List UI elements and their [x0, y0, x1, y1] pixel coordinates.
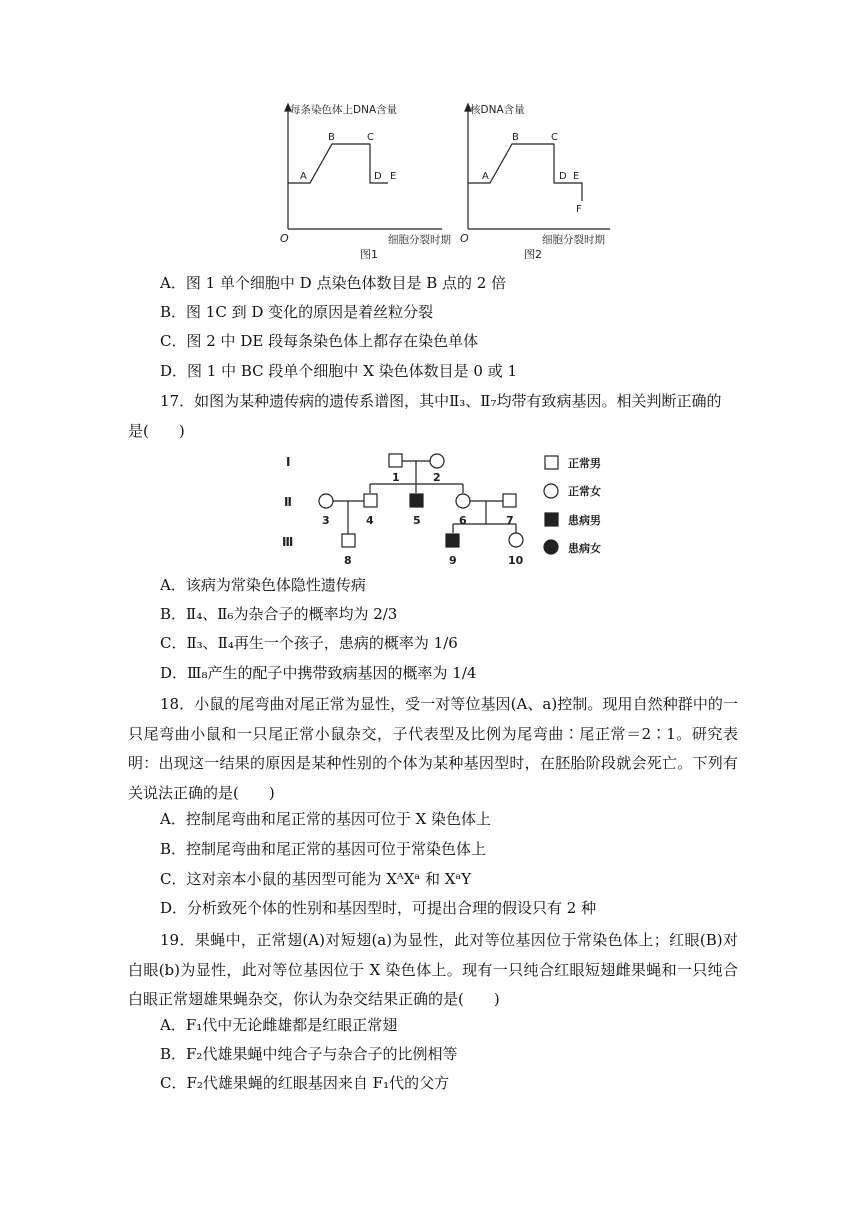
- legend-affected-male: 患病男: [568, 514, 601, 527]
- q17-option-c: C．Ⅱ₃、Ⅱ₄再生一个孩子，患病的概率为 1/6: [160, 634, 458, 652]
- fig2-point-b: B: [512, 132, 519, 143]
- fig2-origin: O: [460, 232, 469, 245]
- q17-option-b: B．Ⅱ₄、Ⅱ₆为杂合子的概率均为 2/3: [160, 605, 398, 623]
- q18-option-a: A．控制尾弯曲和尾正常的基因可位于 X 染色体上: [160, 810, 492, 828]
- individual-4: 4: [366, 514, 374, 527]
- fig1-xlabel: 细胞分裂时期: [388, 234, 451, 246]
- individual-7: 7: [506, 514, 514, 527]
- q16-option-a: A．图 1 单个细胞中 D 点染色体数目是 B 点的 2 倍: [160, 274, 507, 292]
- q16-option-b: B．图 1C 到 D 变化的原因是着丝粒分裂: [160, 303, 434, 321]
- fig2-point-f: F: [576, 204, 582, 215]
- fig1-origin: O: [280, 232, 289, 245]
- fig2-xlabel: 细胞分裂时期: [542, 234, 605, 246]
- q19-stem: 19．果蝇中，正常翅(A)对短翅(a)为显性，此对等位基因位于常染色体上；红眼(B)对白眼(b)为显性，此对等位基因位于 X 染色体上。现有一只纯合红眼短翅雌果蝇和一只纯合白眼正常翅雄果蝇杂交，你认为杂交结果正确的是( ): [128, 931, 738, 1008]
- q18-option-d: D．分析致死个体的性别和基因型时，可提出合理的假设只有 2 种: [160, 899, 597, 917]
- fig2-point-e: E: [573, 171, 580, 182]
- fig2-point-a: A: [482, 171, 489, 182]
- q19-option-b: B．F₂代雄果蝇中纯合子与杂合子的比例相等: [160, 1045, 458, 1063]
- q16-option-d: D．图 1 中 BC 段单个细胞中 X 染色体数目是 0 或 1: [160, 362, 518, 380]
- q19-option-c: C．F₂代雄果蝇的红眼基因来自 F₁代的父方: [160, 1074, 450, 1092]
- q17-stem-line2: 是( ): [128, 422, 185, 440]
- legend-affected-female: 患病女: [568, 542, 601, 555]
- pedigree-chart: [280, 448, 620, 570]
- individual-5: 5: [413, 514, 421, 527]
- fig1-point-b: B: [328, 132, 335, 143]
- individual-10: 10: [508, 554, 524, 567]
- individual-8: 8: [344, 554, 352, 567]
- individual-6: 6: [459, 514, 467, 527]
- q16-option-c: C．图 2 中 DE 段每条染色体上都存在染色单体: [160, 332, 479, 350]
- q17-option-d: D．Ⅲ₈产生的配子中携带致病基因的概率为 1/4: [160, 664, 477, 682]
- legend-normal-male: 正常男: [568, 457, 601, 470]
- fig1-point-d: D: [374, 171, 382, 182]
- legend-normal-female: 正常女: [568, 485, 601, 498]
- generation-2-label: Ⅱ: [284, 495, 292, 509]
- q19-option-a: A．F₁代中无论雌雄都是红眼正常翅: [160, 1016, 398, 1034]
- individual-1: 1: [392, 471, 400, 484]
- fig1-point-e: E: [390, 171, 397, 182]
- individual-9: 9: [449, 554, 457, 567]
- fig1-point-c: C: [367, 132, 374, 143]
- fig2-point-d: D: [559, 171, 567, 182]
- individual-3: 3: [322, 514, 330, 527]
- figure-1-graph: [285, 104, 442, 229]
- q18-stem: 18．小鼠的尾弯曲对尾正常为显性，受一对等位基因(A、a)控制。现用自然种群中的一只尾弯曲小鼠和一只尾正常小鼠杂交，子代表型及比例为尾弯曲∶尾正常＝2∶1。研究表明：出现这一结果的原因是某种性别的个体为某种基因型时，在胚胎阶段就会死亡。下列有关说法正确的是( ): [128, 695, 738, 802]
- fig1-ylabel: 每条染色体上DNA含量: [290, 104, 398, 116]
- fig2-point-c: C: [551, 132, 558, 143]
- q17-option-a: A．该病为常染色体隐性遗传病: [160, 576, 366, 594]
- fig2-caption: 图2: [524, 248, 542, 261]
- figure-2-graph: [465, 104, 610, 229]
- generation-1-label: Ⅰ: [286, 455, 291, 469]
- dna-graphs: [270, 98, 630, 268]
- generation-3-label: Ⅲ: [282, 535, 294, 549]
- fig2-ylabel: 核DNA含量: [470, 104, 525, 116]
- q18-option-b: B．控制尾弯曲和尾正常的基因可位于常染色体上: [160, 840, 487, 858]
- individual-2: 2: [433, 471, 441, 484]
- fig1-caption: 图1: [360, 248, 378, 261]
- q18-option-c: C．这对亲本小鼠的基因型可能为 XᴬXᵃ 和 XᵃY: [160, 870, 472, 888]
- q17-stem-line1: 17．如图为某种遗传病的遗传系谱图，其中Ⅱ₃、Ⅱ₇均带有致病基因。相关判断正确的: [160, 392, 722, 410]
- fig1-point-a: A: [300, 171, 307, 182]
